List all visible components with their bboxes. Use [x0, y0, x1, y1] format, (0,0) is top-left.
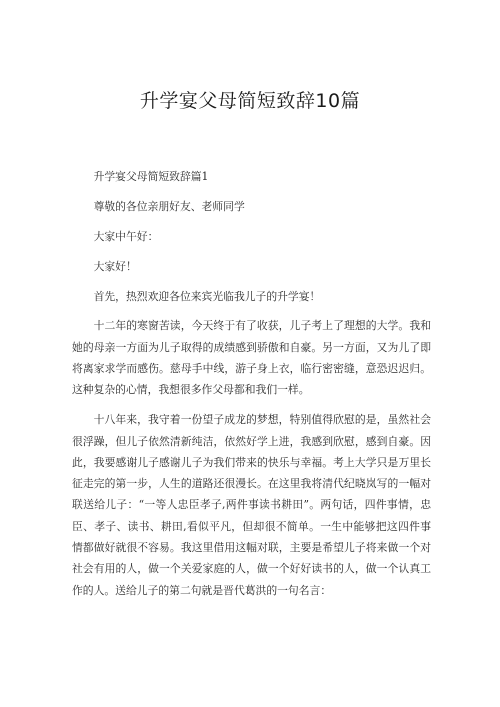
body-paragraph: 十八年来，我守着一份望子成龙的梦想，特别值得欣慰的是，虽然社会很浮躁，但儿子依然清新纯洁，依然好学上进，我感到欣慰，感到自豪。因此，我要感谢儿子感谢儿子为我们带来的快乐与幸福。考上大学只是万里长征走完的第一步，人生的道路还很漫长。在这里我将清代纪晓岚写的一幅对联送给儿子：“一等人忠臣孝子,两件事读书耕田”。两句话，四件事情，忠臣、孝子、读书、耕田,看似平凡，但却很不简单。一生中能够把这四件事情都做好就很不容易。我这里借用这幅对联，主要是希望儿子将来做一个对社会有用的人，做一个关爱家庭的人，做一个好好读书的人，做一个认真工作的人。送给儿子的第二句就是晋代葛洪的一句名言： [72, 413, 431, 597]
welcome-paragraph: 首先，热烈欢迎各位来宾光临我儿子的升学宴！ [93, 289, 321, 303]
section-heading: 升学宴父母简短致辞篇1 [93, 170, 209, 183]
salutation: 尊敬的各位亲朋好友、老师同学 [93, 199, 245, 213]
greeting-noon: 大家中午好： [93, 229, 159, 243]
body-paragraph: 十二年的寒窗苦读，今天终于有了收获，儿子考上了理想的大学。我和她的母亲一方面为儿子取得的成绩感到骄傲和自豪。另一方面，又为儿了即将离家求学而感伤。慈母手中线，游子身上衣，临行密密缝，意恐迟迟归。这种复杂的心情，我想很多作父母都和我们一样。 [72, 319, 431, 397]
document-body [72, 166, 431, 601]
greeting-hello: 大家好！ [93, 259, 137, 273]
document-title: 升学宴父母简短致辞10篇 [139, 90, 361, 112]
